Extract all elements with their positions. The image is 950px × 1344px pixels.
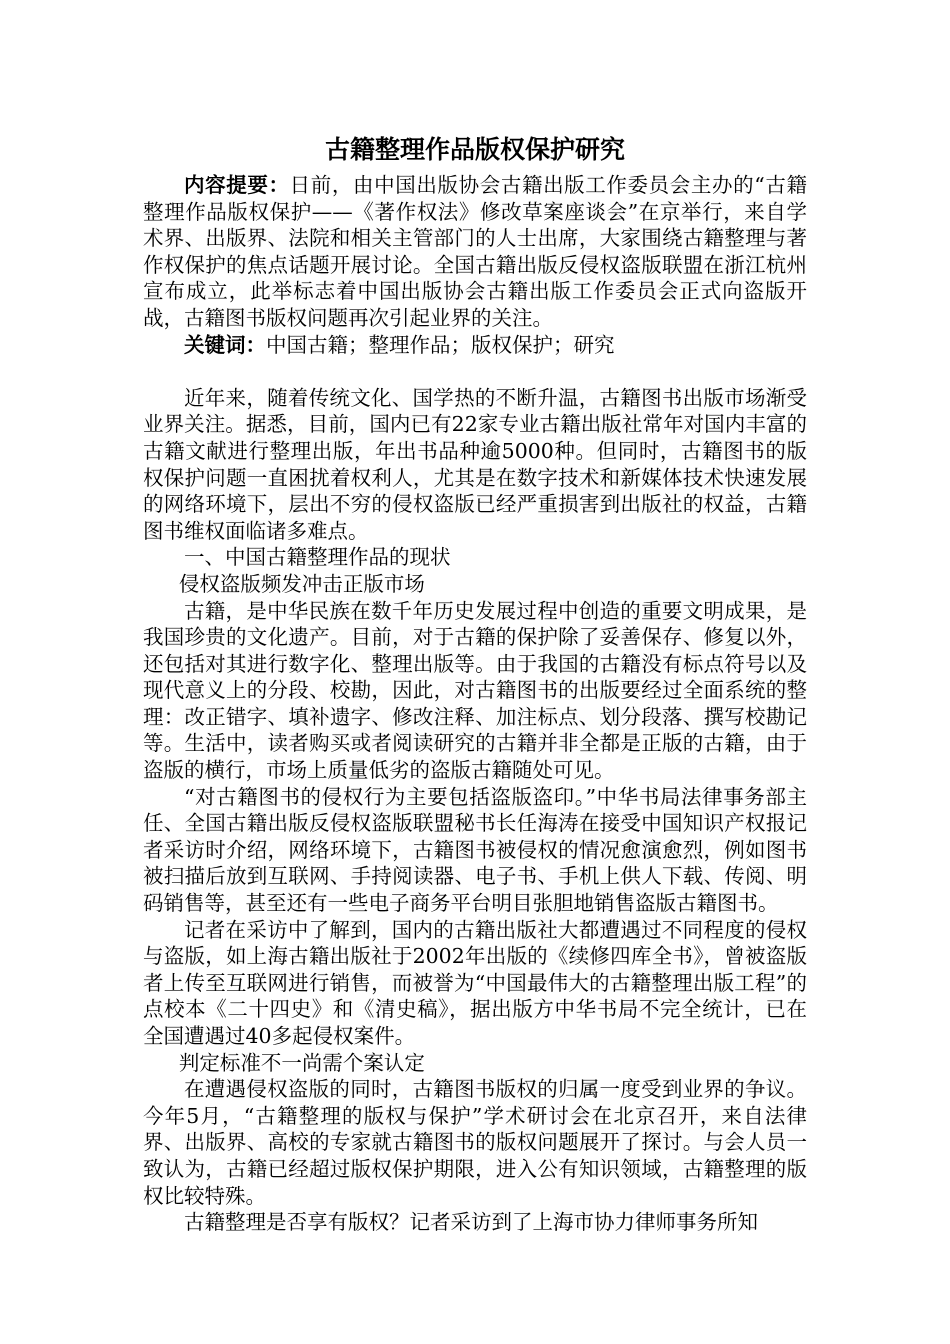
keywords-paragraph: [143, 332, 807, 359]
abstract-paragraph: [143, 172, 807, 332]
body-paragraph: 古籍整理是否享有版权？记者采访到了上海市协力律师事务所知: [184, 1210, 758, 1235]
keywords-text: 中国古籍；整理作品；版权保护；研究: [266, 332, 615, 357]
body-paragraph: 在遭遇侵权盗版的同时，古籍图书版权的归属一度受到业界的争议。今年5月，“古籍整理的版权与保护”学术研讨会在北京召开，来自法律界、出版界、高校的专家就古籍图书的版权问题展开了探讨。与会人员一致认为，古籍已经超过版权保护期限，进入公有知识领域，古籍整理的版权比较特殊。: [143, 1077, 807, 1208]
body-paragraph: 古籍，是中华民族在数千年历史发展过程中创造的重要文明成果，是我国珍贵的文化遗产。目前，对于古籍的保护除了妥善保存、修复以外，还包括对其进行数字化、整理出版等。由于我国的古籍没有标点符号以及现代意义上的分段、校勘，因此，对古籍图书的出版要经过全面系统的整理：改正错字、填补遗字、修改注释、加注标点、划分段落、撰写校勘记等。生活中，读者购买或者阅读研究的古籍并非全都是正版的古籍，由于盗版的横行，市场上质量低劣的盗版古籍随处可见。: [143, 598, 807, 783]
document-page: [143, 132, 807, 1236]
abstract-label: 内容提要：: [184, 173, 290, 197]
section-heading: 一、中国古籍整理作品的现状: [184, 545, 451, 570]
subheading-piracy: 侵权盗版频发冲击正版市场: [178, 571, 425, 596]
document-title: 古籍整理作品版权保护研究: [324, 135, 625, 164]
abstract-text: 日前，由中国出版协会古籍出版工作委员会主办的“古籍整理作品版权保护——《著作权法》修改草案座谈会”在京举行，来自学术界、出版界、法院和相关主管部门的人士出席，大家围绕古籍整理与著作权保护的焦点话题开展讨论。全国古籍出版反侵权盗版联盟在浙江杭州宣布成立，此举标志着中国出版协会古籍出版工作委员会正式向盗版开战，古籍图书版权问题再次引起业界的关注。: [143, 173, 807, 330]
subheading-standards: 判定标准不一尚需个案认定: [178, 1050, 425, 1075]
blank-line: [143, 358, 807, 385]
body-paragraph: “对古籍图书的侵权行为主要包括盗版盗印。”中华书局法律事务部主任、全国古籍出版反侵权盗版联盟秘书长任海涛在接受中国知识产权报记者采访时介绍，网络环境下，古籍图书被侵权的情况愈演愈烈，例如图书被扫描后放到互联网、手持阅读器、电子书、手机上供人下载、传阅、明码销售等，甚至还有一些电子商务平台明目张胆地销售盗版古籍图书。: [143, 784, 807, 916]
body-paragraph: 记者在采访中了解到，国内的古籍出版社大都遭遇过不同程度的侵权与盗版，如上海古籍出版社于2002年出版的《续修四库全书》，曾被盗版者上传至互联网进行销售，而被誉为“中国最伟大的古籍整理出版工程”的点校本《二十四史》和《清史稿》，据出版方中华书局不完全统计，已在全国遭遇过40多起侵权案件。: [143, 917, 807, 1048]
intro-paragraph: 近年来，随着传统文化、国学热的不断升温，古籍图书出版市场渐受业界关注。据悉，目前，国内已有22家专业古籍出版社常年对国内丰富的古籍文献进行整理出版，年出书品种逾5000种。但同时，古籍图书的版权保护问题一直困扰着权利人，尤其是在数字技术和新媒体技术快速发展的网络环境下，层出不穷的侵权盗版已经严重损害到出版社的权益，古籍图书维权面临诸多难点。: [143, 385, 807, 543]
keywords-label: 关键词：: [184, 332, 266, 357]
